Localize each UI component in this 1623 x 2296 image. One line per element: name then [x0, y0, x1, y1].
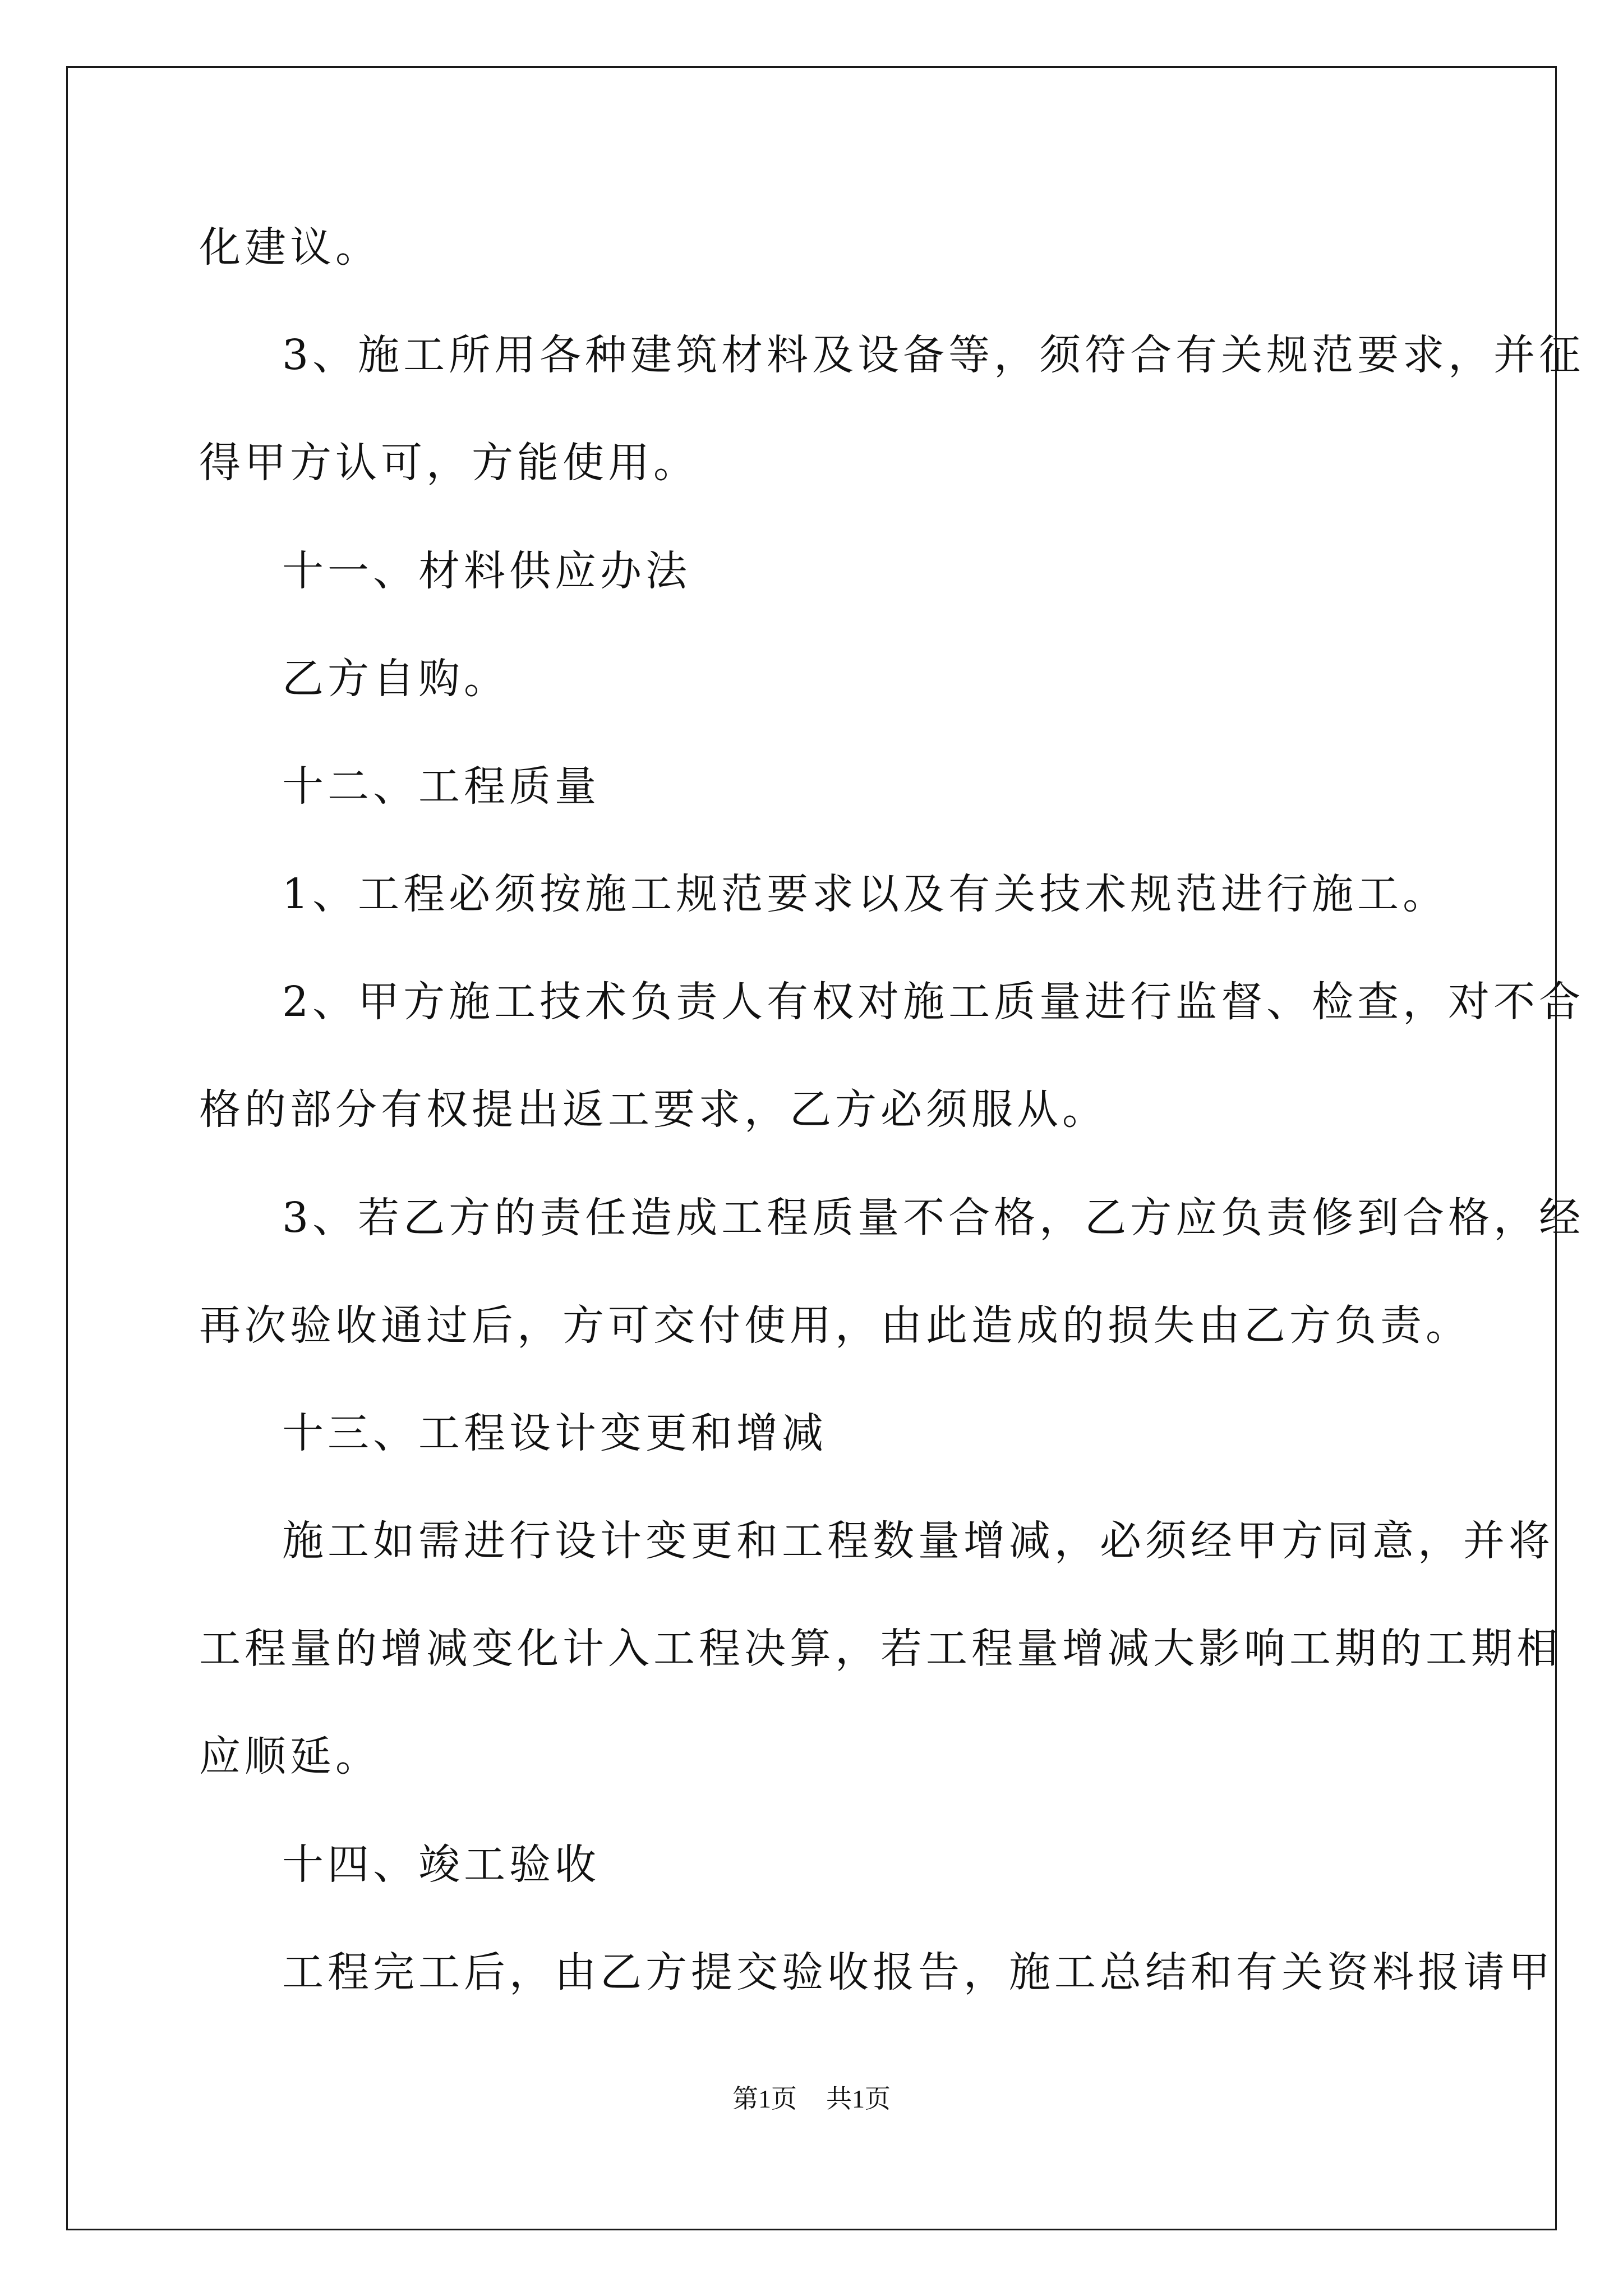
- text-line: 格的部分有权提出返工要求，乙方必须服从。: [199, 1085, 1108, 1134]
- text-line: 乙方自购。: [282, 655, 509, 703]
- text-line: 3、若乙方的责任造成工程质量不合格，乙方应负责修到合格，经: [282, 1194, 1585, 1242]
- text-line: 3、施工所用各种建筑材料及设备等，须符合有关规范要求，并征: [282, 331, 1585, 379]
- section-heading: 十二、工程质量: [282, 762, 600, 811]
- section-heading: 十四、竣工验收: [282, 1841, 600, 1889]
- text-line: 得甲方认可，方能使用。: [199, 439, 699, 487]
- text-line: 工程量的增减变化计入工程决算，若工程量增减大影响工期的工期相: [199, 1625, 1562, 1673]
- text-line: 施工如需进行设计变更和工程数量增减，必须经甲方同意，并将: [282, 1517, 1554, 1565]
- text-line: 应顺延。: [199, 1732, 381, 1780]
- page-footer: [0, 2082, 1623, 2116]
- text-line: 2、甲方施工技术负责人有权对施工质量进行监督、检查，对不合: [282, 978, 1585, 1026]
- text-line: 工程完工后，由乙方提交验收报告，施工总结和有关资料报请甲: [282, 1948, 1554, 1996]
- text-line: 1、工程必须按施工规范要求以及有关技术规范进行施工。: [282, 870, 1449, 918]
- text-line: 化建议。: [199, 223, 381, 272]
- page-number: 第1页: [732, 2085, 797, 2113]
- page-border: [66, 66, 1557, 2230]
- page-total: 共1页: [826, 2085, 891, 2113]
- section-heading: 十一、材料供应办法: [282, 547, 691, 595]
- text-line: 再次验收通过后，方可交付使用，由此造成的损失由乙方负责。: [199, 1301, 1471, 1350]
- section-heading: 十三、工程设计变更和增减: [282, 1409, 827, 1457]
